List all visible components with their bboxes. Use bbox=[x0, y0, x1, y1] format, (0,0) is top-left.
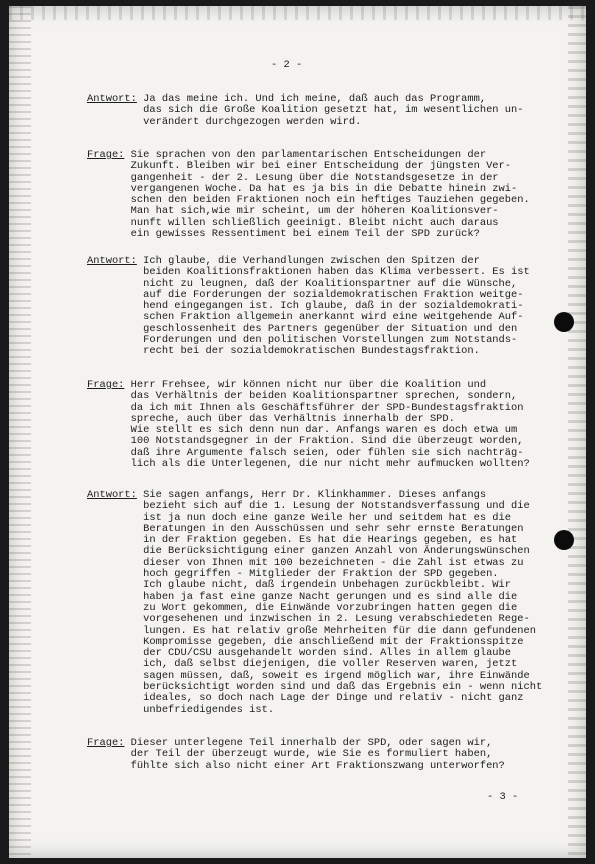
text-line: ein gewisses Ressentiment bei einem Teil der SPD zurück? bbox=[87, 228, 480, 241]
text-line: lich als die Unterlegenen, die nur nicht mehr aufmucken wollten? bbox=[87, 458, 530, 471]
text-line: zu Wort gekommen, die Einwände vorzubringen hatten gegen die bbox=[87, 601, 518, 614]
text-line: lungen. Es hat relativ große Mehrheiten für die dann gefundenen bbox=[87, 624, 536, 637]
text-line: ist ja nun doch eine ganze Weile her und seitdem hat es die bbox=[87, 511, 512, 524]
text-line: in der Fraktion gegeben. Es hat die Hearings gegeben, es hat bbox=[87, 534, 518, 547]
text-line: nicht zu leugnen, daß der Koalitionspartner auf die Wünsche, bbox=[87, 277, 518, 290]
speaker-label: Frage: bbox=[87, 737, 125, 749]
text-line: schen Fraktion allgemein anerkannt wird eine weitgehende Auf- bbox=[87, 311, 524, 324]
speaker-label: Antwort: bbox=[87, 489, 137, 501]
text-line: bezieht sich auf die 1. Lesung der Notstandsverfassung und die bbox=[87, 500, 530, 513]
page-number-bottom: - 3 - bbox=[487, 791, 519, 803]
text-line: 100 Notstandsgegner in der Fraktion. Sind die überzeugt worden, bbox=[87, 435, 524, 448]
text-line: nunft willen schließlich geeinigt. Bleibt nicht auch daraus bbox=[87, 216, 499, 229]
text-line: auf die Forderungen der sozialdemokratischen Fraktion weitge- bbox=[87, 288, 524, 301]
text-line: vergangenen Woche. Da hat es ja bis in die Debatte hinein zwi- bbox=[87, 182, 518, 195]
page-number-top: - 2 - bbox=[271, 59, 303, 71]
text-line: ich, daß selbst diejenigen, die voller Reserven waren, jetzt bbox=[87, 658, 518, 671]
text-line: das Verhältnis der beiden Koalitionspartner sprechen, sondern, bbox=[87, 390, 518, 403]
text-line: verändert durchgezogen werden wird. bbox=[87, 115, 362, 128]
line-text: Sie sagen anfangs, Herr Dr. Klinkhammer. Dieses anfangs bbox=[136, 489, 487, 501]
text-line: haben ja fast eine ganze Nacht gerungen und es sind alle die bbox=[87, 590, 518, 603]
text-line: Wie stellt es sich denn nun dar. Anfangs waren es doch etwa um bbox=[87, 424, 518, 437]
scan-noise-left bbox=[9, 6, 31, 858]
text-line: Ich glaube nicht, daß irgendein Unbehagen zurückbleibt. Wir bbox=[87, 579, 512, 592]
punch-hole-bottom bbox=[554, 530, 574, 550]
speaker-label: Antwort: bbox=[87, 255, 137, 267]
scan-noise-right bbox=[568, 6, 586, 858]
text-line: beiden Koalitionsfraktionen haben das Klima verbessert. Es ist bbox=[87, 266, 530, 279]
speaker-label: Frage: bbox=[87, 149, 125, 161]
question-block bbox=[87, 380, 530, 470]
speaker-label: Antwort: bbox=[87, 93, 137, 105]
line-text: Herr Frehsee, wir können nicht nur über die Koalition und bbox=[124, 379, 487, 391]
text-line: gangenheit - der 2. Lesung über die Notstandsgesetze in der bbox=[87, 171, 499, 184]
text-line: hend eingegangen ist. Ich glaube, daß in der sozialdemokrati- bbox=[87, 300, 524, 313]
text-line: die Berücksichtigung einer ganzen Anzahl von Änderungswünschen bbox=[87, 545, 530, 558]
text-line: dieser von Ihnen mit 100 bezeichneten - die Zahl ist etwas zu bbox=[87, 556, 524, 569]
text-line: der CDU/CSU ausgehandelt worden sind. Alles in allem glaube bbox=[87, 647, 512, 660]
text-line: unbefriedigendes ist. bbox=[87, 703, 275, 716]
text-line: geschlossenheit des Partners gegenüber der Situation und den bbox=[87, 322, 518, 335]
answer-block bbox=[87, 490, 542, 716]
text-line: Zukunft. Bleiben wir bei einer Entscheidung der jüngsten Ver- bbox=[87, 160, 512, 173]
text-line: fühlte sich also nicht einer Art Fraktionszwang unterworfen? bbox=[87, 759, 505, 772]
line-text: Ja das meine ich. Und ich meine, daß auch das Programm, bbox=[136, 93, 487, 105]
question-block bbox=[87, 738, 505, 772]
text-line: vorgesehenen und inzwischen in 2. Lesung verabschiedeten Rege- bbox=[87, 613, 530, 626]
text-line: hoch gegriffen - Mitglieder der Fraktion der SPD gegeben. bbox=[87, 568, 499, 581]
text-line: Man hat sich,wie mir scheint, um der höheren Koalitionsver- bbox=[87, 205, 499, 218]
line-text: Dieser unterlegene Teil innerhalb der SPD, oder sagen wir, bbox=[124, 737, 493, 749]
text-line: schen den beiden Fraktionen noch ein heftiges Tauziehen gegeben. bbox=[87, 194, 530, 207]
answer-block bbox=[87, 256, 530, 358]
text-line: der Teil der überzeugt wurde, wie Sie es formuliert haben, bbox=[87, 748, 493, 761]
text-line: recht bei der sozialdemokratischen Bundestagsfraktion. bbox=[87, 345, 480, 358]
text-line: daß ihre Argumente falsch seien, oder fühlen sie sich nachträg- bbox=[87, 446, 524, 459]
text-line: Forderungen und den politischen Vorstellungen zum Notstands- bbox=[87, 334, 518, 347]
text-line: Kompromisse gegeben, die anschließend mit der Fraktionsspitze bbox=[87, 635, 524, 648]
text-line: sagen müssen, daß, soweit es irgend möglich war, ihre Einwände bbox=[87, 669, 530, 682]
answer-block bbox=[87, 94, 523, 128]
document-page bbox=[9, 6, 586, 858]
line-text: Sie sprachen von den parlamentarischen Entscheidungen der bbox=[124, 149, 487, 161]
speaker-label: Frage: bbox=[87, 379, 125, 391]
scan-noise-top bbox=[9, 6, 586, 20]
text-line: Beratungen in den Ausschüssen und sehr sehr ernste Beratungen bbox=[87, 522, 524, 535]
text-line: da ich mit Ihnen als Geschäftsführer der SPD-Bundestagsfraktion bbox=[87, 401, 524, 414]
question-block bbox=[87, 150, 530, 240]
text-line: spreche, auch über das Verhältnis innerhalb der SPD. bbox=[87, 412, 455, 425]
text-line: ideales, so doch nach Lage der Dinge und relativ - nicht ganz bbox=[87, 692, 524, 705]
text-line: das sich die Große Koalition gesetzt hat, im wesentlichen un- bbox=[87, 104, 524, 117]
punch-hole-top bbox=[554, 312, 574, 332]
text-line: berücksichtigt worden sind und daß das Ergebnis ein - wenn nicht bbox=[87, 681, 543, 694]
line-text: Ich glaube, die Verhandlungen zwischen den Spitzen der bbox=[136, 255, 480, 267]
